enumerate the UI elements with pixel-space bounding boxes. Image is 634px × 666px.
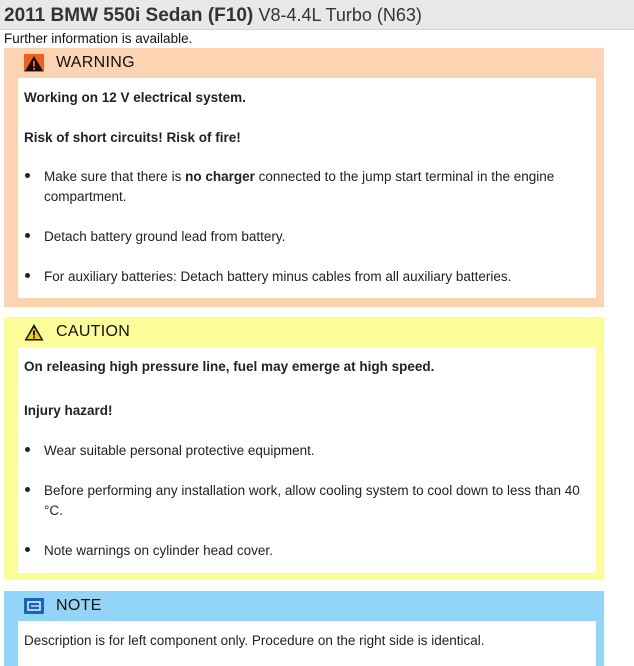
- further-info-link[interactable]: Further information is available.: [4, 31, 193, 46]
- bullet-text: Wear suitable personal protective equipment.: [44, 443, 315, 458]
- bullet-dot: [25, 487, 30, 492]
- bullet-dot: [25, 447, 30, 452]
- caution-label: CAUTION: [56, 323, 131, 340]
- caution-box: [4, 317, 604, 580]
- caution-bullet-3: [24, 541, 592, 561]
- page-header: [0, 0, 634, 30]
- page-title: [4, 3, 422, 28]
- caution-line-2: Injury hazard!: [24, 403, 113, 418]
- bullet-text-pre: Make sure that there is: [44, 169, 186, 184]
- bullet-text: Note warnings on cylinder head cover.: [44, 543, 273, 558]
- bullet-text-bold: no charger: [185, 169, 255, 184]
- note-text: Description is for left component only. Procedure on the right side is identical.: [24, 633, 485, 648]
- warning-line-2: Risk of short circuits! Risk of fire!: [24, 130, 241, 145]
- bullet-text-post: connected to the jump start terminal in the engine compartment.: [44, 169, 555, 204]
- caution-bullet-1: [24, 441, 592, 461]
- bullet-text: Detach battery ground lead from battery.: [44, 229, 286, 244]
- caution-panel: [18, 347, 596, 573]
- engine-label: V8-4.4L Turbo (N63): [258, 5, 422, 25]
- bullet-dot: [25, 273, 30, 278]
- bullet-text: [44, 167, 592, 207]
- bullet-dot: [25, 173, 30, 178]
- warning-header: [24, 52, 135, 74]
- vehicle-title: 2011 BMW 550i Sedan (F10): [4, 5, 254, 26]
- warning-box: [4, 48, 604, 307]
- bullet-dot: [25, 547, 30, 552]
- warning-bullet-1: [24, 167, 592, 207]
- caution-bullet-2: [24, 481, 592, 521]
- warning-panel: [18, 78, 596, 298]
- warning-line-1: Working on 12 V electrical system.: [24, 90, 246, 105]
- warning-triangle-icon: [24, 54, 44, 72]
- bullet-text: For auxiliary batteries: Detach battery minus cables from all auxiliary batteries.: [44, 269, 512, 284]
- note-header: [24, 595, 102, 617]
- caution-header: [24, 321, 130, 343]
- note-box: [4, 591, 604, 666]
- caution-triangle-icon: [24, 323, 44, 341]
- caution-line-1: On releasing high pressure line, fuel may emerge at high speed.: [24, 359, 435, 374]
- warning-label: WARNING: [56, 54, 135, 71]
- warning-bullet-2: [24, 227, 592, 247]
- bullet-text: Before performing any installation work, allow cooling system to cool down to less than 40 °C.: [44, 483, 580, 518]
- note-label: NOTE: [56, 597, 102, 614]
- note-panel: [18, 621, 596, 666]
- warning-bullet-3: [24, 267, 592, 287]
- note-hand-icon: [24, 598, 44, 614]
- bullet-dot: [25, 233, 30, 238]
